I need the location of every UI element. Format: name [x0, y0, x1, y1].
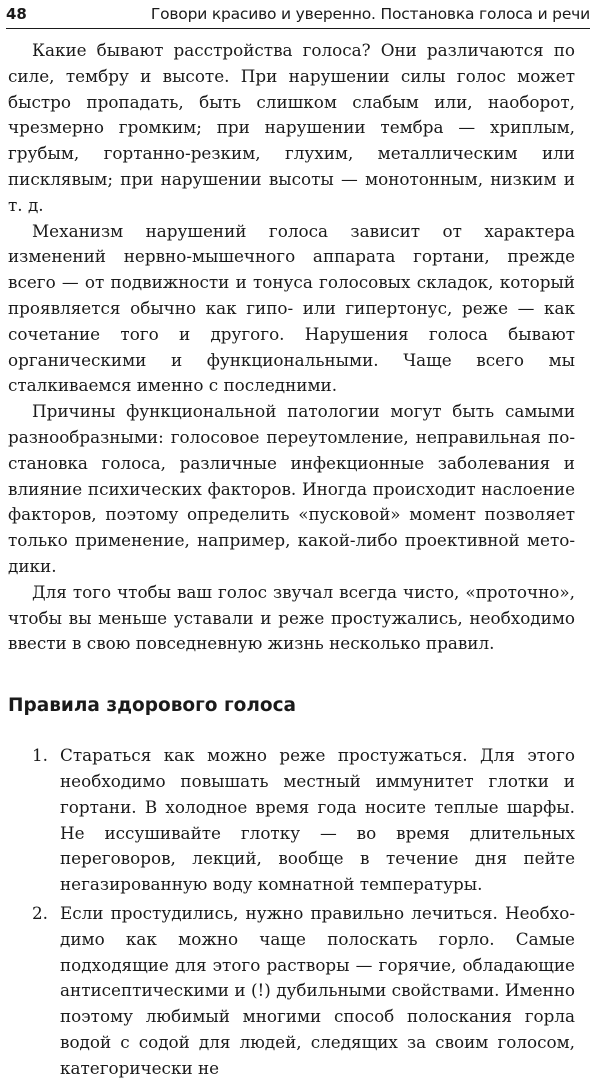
paragraph: Механизм нарушений голоса зависит от характера изменений нервно-мышечного аппарата гортани, прежде всего — от подвижности и тонуса голосовых складок, который проявляется обычно как гипо- или гипертонус, реже — как сочетание того и другого. Нарушения голоса бывают органическими и функциональными. Чаще всего мы сталкиваемся именно с последними.	[8, 220, 575, 396]
page-body	[8, 38, 575, 1084]
list-item	[8, 743, 575, 898]
paragraph: Причины функциональной патологии могут быть самыми разнообразными: голосовое переутомление, неправильная постановка голоса, различные инфекционные заболевания и влияние психических факторов. Иногда происходит наслоение факторов, поэтому определить «пусковой» момент позволяет только применение, например, какой-либо проективной методики.	[8, 401, 575, 576]
list-item-text: Если простудились, нужно правильно лечиться. Необходимо как можно чаще полоскать горло. Самые подходящие для этого растворы — горячие, обладающие антисептическими и (!) дубильными свойствами. Именно поэтому любимый многими способ полоскания горла водой с содой для людей, следящих за своим голосом, категорически не	[60, 902, 575, 1078]
list-item	[8, 901, 575, 1082]
section-heading: Правила здорового голоса	[8, 695, 297, 717]
page-number: 48	[6, 5, 27, 23]
running-title: Говори красиво и уверенно. Постановка голоса и речи	[150, 5, 590, 23]
list-item-text: Стараться как можно реже простужаться. Для этого необходимо повышать местный иммунитет глотки и гортани. В холодное время года носите теплые шарфы. Не иссушивайте глотку — во время длительных переговоров, лекций, вообще в течение дня пейте негазированную воду комнатной температуры.	[60, 745, 575, 895]
list-item-number: 2.	[32, 902, 49, 923]
running-header	[6, 2, 590, 26]
paragraph: Какие бывают расстройства голоса? Они различаются по силе, тембру и высоте. При нарушении силы голос может быстро пропадать, быть слишком слабым или, наоборот, чрезмерно громким; при нарушении тембра — хриплым, грубым, гортанно-резким, глухим, металлическим или писклявым; при нарушении высоты — монотонным, низким и т. д.	[8, 40, 575, 215]
paragraph: Для того чтобы ваш голос звучал всегда чисто, «проточно», чтобы вы меньше уставали и реже простужались, необходимо ввести в свою повседневную жизнь несколько правил.	[8, 581, 575, 654]
rules-list	[8, 743, 575, 1081]
list-item-number: 1.	[32, 745, 49, 766]
header-rule	[6, 28, 590, 29]
